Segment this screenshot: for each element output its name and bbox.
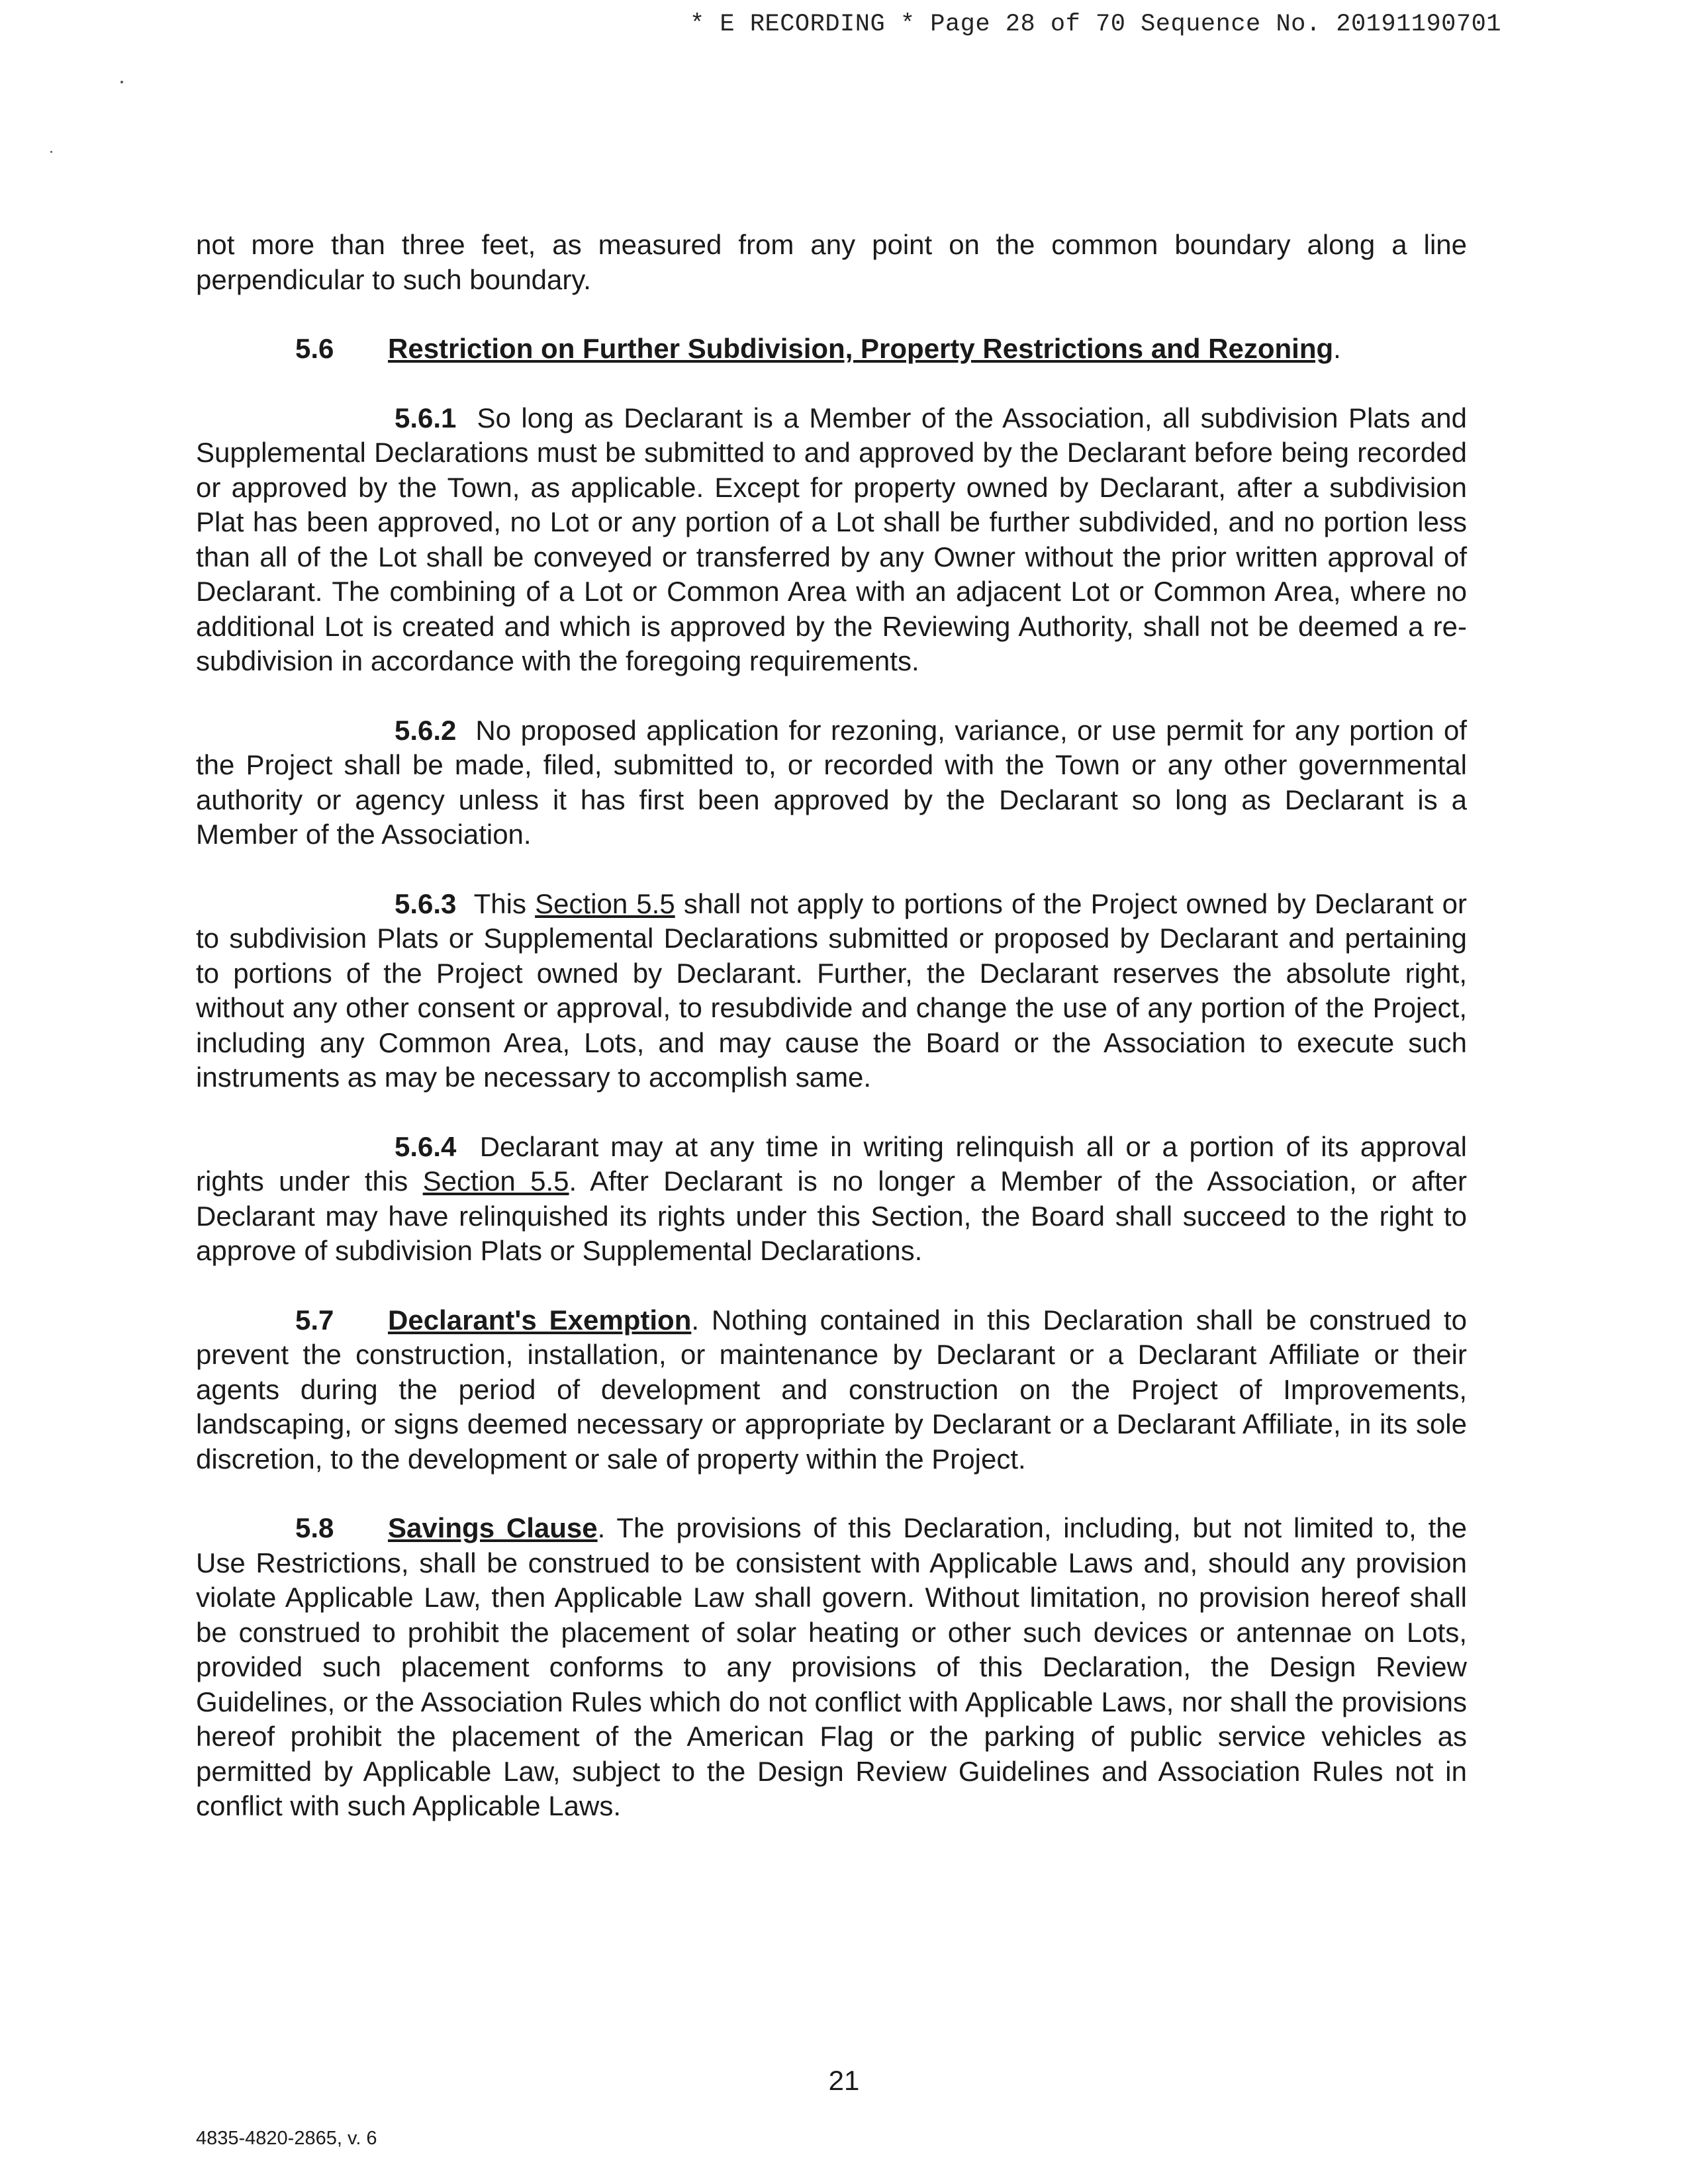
section-5-7 xyxy=(196,1303,1467,1477)
section-reference: Section 5.5 xyxy=(535,887,675,919)
section-text: No proposed application for rezoning, variance, or use permit for any portion of the Project shall be made, filed, submitted to, or recorded with the Town or any other governmental authority or agency unless it has first been approved by the Declarant so long as Declarant is a Member of the Association. xyxy=(196,714,1468,850)
section-title: Restriction on Further Subdivision, Property Restrictions and Rezoning xyxy=(388,333,1334,364)
section-number: 5.6 xyxy=(295,333,334,364)
section-5-8 xyxy=(196,1511,1467,1824)
section-text: shall not apply to portions of the Project owned by Declarant or to subdivision Plats or Supplemental Declarations submitted or proposed by Declarant and pertaining to portions of the Project owned by Declarant. Further, the Declarant reserves the absolute right, without any other consent or approval, to resubdivide and change the use of any portion of the Project, including any Common Area, Lots, and may cause the Board or the Association to execute such instruments as may be necessary to accomplish same. xyxy=(196,887,1467,1093)
section-title: Savings Clause xyxy=(388,1512,598,1543)
scan-speck xyxy=(120,81,123,83)
section-text-pre: Declarant may at any time in writing relinquish all or a portion of its approval rights under this xyxy=(196,1130,1468,1197)
section-text: So long as Declarant is a Member of the Association, all subdivision Plats and Supplemental Declarations must be submitted to and approved by the Declarant before being recorded or approved by the Town, as applicable. Except for property owned by Declarant, after a subdivision Plat has been approved, no Lot or any portion of a Lot shall be further subdivided, and no portion less than all of the Lot shall be conveyed or transferred by any Owner without the prior written approval of Declarant. The combining of a Lot or Common Area with an adjacent Lot or Common Area, where no additional Lot is created and which is approved by the Reviewing Authority, shall not be deemed a re-subdivision in accordance with the foregoing requirements. xyxy=(196,402,1467,676)
scan-speck xyxy=(50,151,52,153)
document-body xyxy=(196,228,1467,1824)
section-title: Declarant's Exemption xyxy=(388,1304,692,1336)
section-number: 5.8 xyxy=(295,1512,334,1543)
section-5-6-2 xyxy=(196,713,1467,852)
section-text: . Nothing contained in this Declaration shall be construed to prevent the construction, installation, or maintenance by Declarant or a Declarant Affiliate or their agents during the period of development and construction on the Project of Improvements, landscaping, or signs deemed necessary or appropriate by Declarant or a Declarant Affiliate, in its sole discretion, to the development or sale of property within the Project. xyxy=(196,1304,1467,1475)
section-5-6-3 xyxy=(196,887,1467,1095)
continuation-paragraph: not more than three feet, as measured from any point on the common boundary along a line perpendicular to such boundary. xyxy=(196,229,1467,295)
section-number: 5.6.1 xyxy=(395,402,457,433)
section-text: . After Declarant is no longer a Member of the Association, or after Declarant may have relinquished its rights under this Section, the Board shall succeed to the right to approve of subdivision Plats or Supplemental Declarations. xyxy=(196,1165,1467,1266)
recording-header: * E RECORDING * Page 28 of 70 Sequence No. 20191190701 xyxy=(690,11,1501,38)
document-id: 4835-4820-2865, v. 6 xyxy=(196,2128,377,2149)
title-punctuation: . xyxy=(1333,333,1341,364)
section-number: 5.7 xyxy=(295,1304,334,1336)
page-number: 21 xyxy=(828,2065,860,2096)
section-number: 5.6.4 xyxy=(395,1130,457,1162)
section-text: . The provisions of this Declaration, including, but not limited to, the Use Restrictions, shall be construed to be consistent with Applicable Laws and, should any provision violate Applicable Law, then Applicable Law shall govern. Without limitation, no provision hereof shall be construed to prohibit the placement of solar heating or other such devices or antennae on Lots, provided such placement conforms to any provisions of this Declaration, the Design Review Guidelines, or the Association Rules which do not conflict with Applicable Laws, nor shall the provisions hereof prohibit the placement of the American Flag or the parking of public service vehicles as permitted by Applicable Law, subject to the Design Review Guidelines and Association Rules not in conflict with such Applicable Laws. xyxy=(196,1512,1468,1821)
section-5-6-1 xyxy=(196,401,1467,679)
section-reference: Section 5.5 xyxy=(422,1165,569,1197)
section-5-6-heading xyxy=(196,332,1467,367)
section-text-pre: This xyxy=(473,887,526,919)
section-number: 5.6.3 xyxy=(395,887,457,919)
section-5-6-4 xyxy=(196,1130,1467,1269)
section-number: 5.6.2 xyxy=(395,714,457,746)
